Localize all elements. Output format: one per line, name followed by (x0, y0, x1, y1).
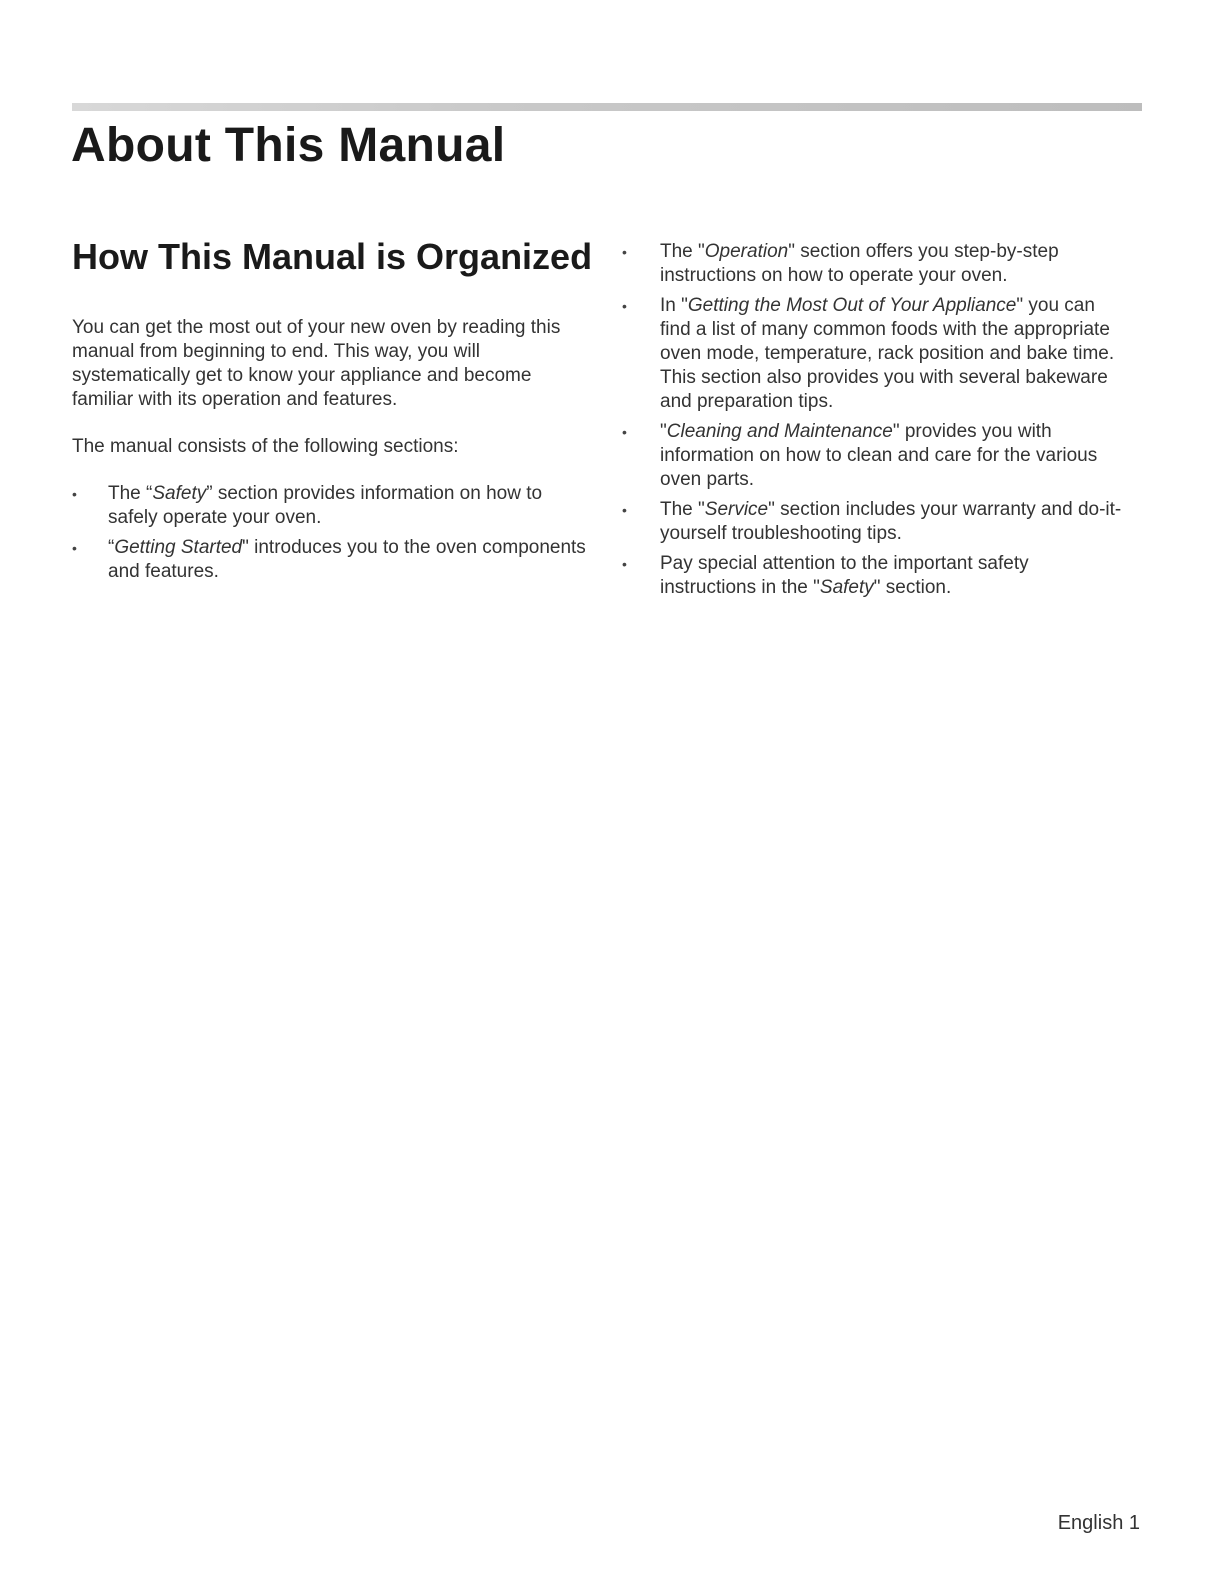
bullet-icon: • (72, 486, 77, 502)
list-item: • "Cleaning and Maintenance" provides you with information on how to clean and care for the various oven parts. (622, 421, 1098, 490)
list-item: • Pay special attention to the important safety instructions in the "Safety" section. (622, 553, 1029, 598)
right-bullet-list (622, 240, 1122, 600)
page-footer: English 1 (1057, 1512, 1140, 1534)
list-item: • “Getting Started" introduces you to the oven components and features. (72, 537, 586, 582)
sections-intro: The manual consists of the following sections: (72, 436, 459, 457)
title-rule (72, 103, 1142, 111)
bullet-icon: • (622, 424, 627, 440)
list-item: • In "Getting the Most Out of Your Appliance" you can find a list of many common foods with the appropriate oven mode, temperature, rack position and bake time. This section also provides you with several bakeware and preparation tips. (622, 295, 1115, 412)
list-item: • The "Operation" section offers you step-by-step instructions on how to operate your oven. (622, 241, 1059, 286)
section-heading: How This Manual is Organized (72, 236, 593, 277)
intro-paragraph: You can get the most out of your new oven by reading this manual from beginning to end. This way, you will systematically get to know your appliance and become familiar with its operation and features. (72, 317, 561, 410)
left-bullet-list (72, 482, 592, 584)
list-item: • The “Safety” section provides information on how to safely operate your oven. (72, 483, 543, 528)
bullet-icon: • (622, 298, 627, 314)
bullet-icon: • (72, 540, 77, 556)
bullet-icon: • (622, 244, 627, 260)
right-column (622, 240, 1122, 606)
list-item: • The "Service" section includes your warranty and do-it-yourself troubleshooting tips. (622, 499, 1122, 544)
left-column (72, 236, 592, 590)
bullet-icon: • (622, 502, 627, 518)
page-title: About This Manual (71, 119, 506, 172)
bullet-icon: • (622, 556, 627, 572)
